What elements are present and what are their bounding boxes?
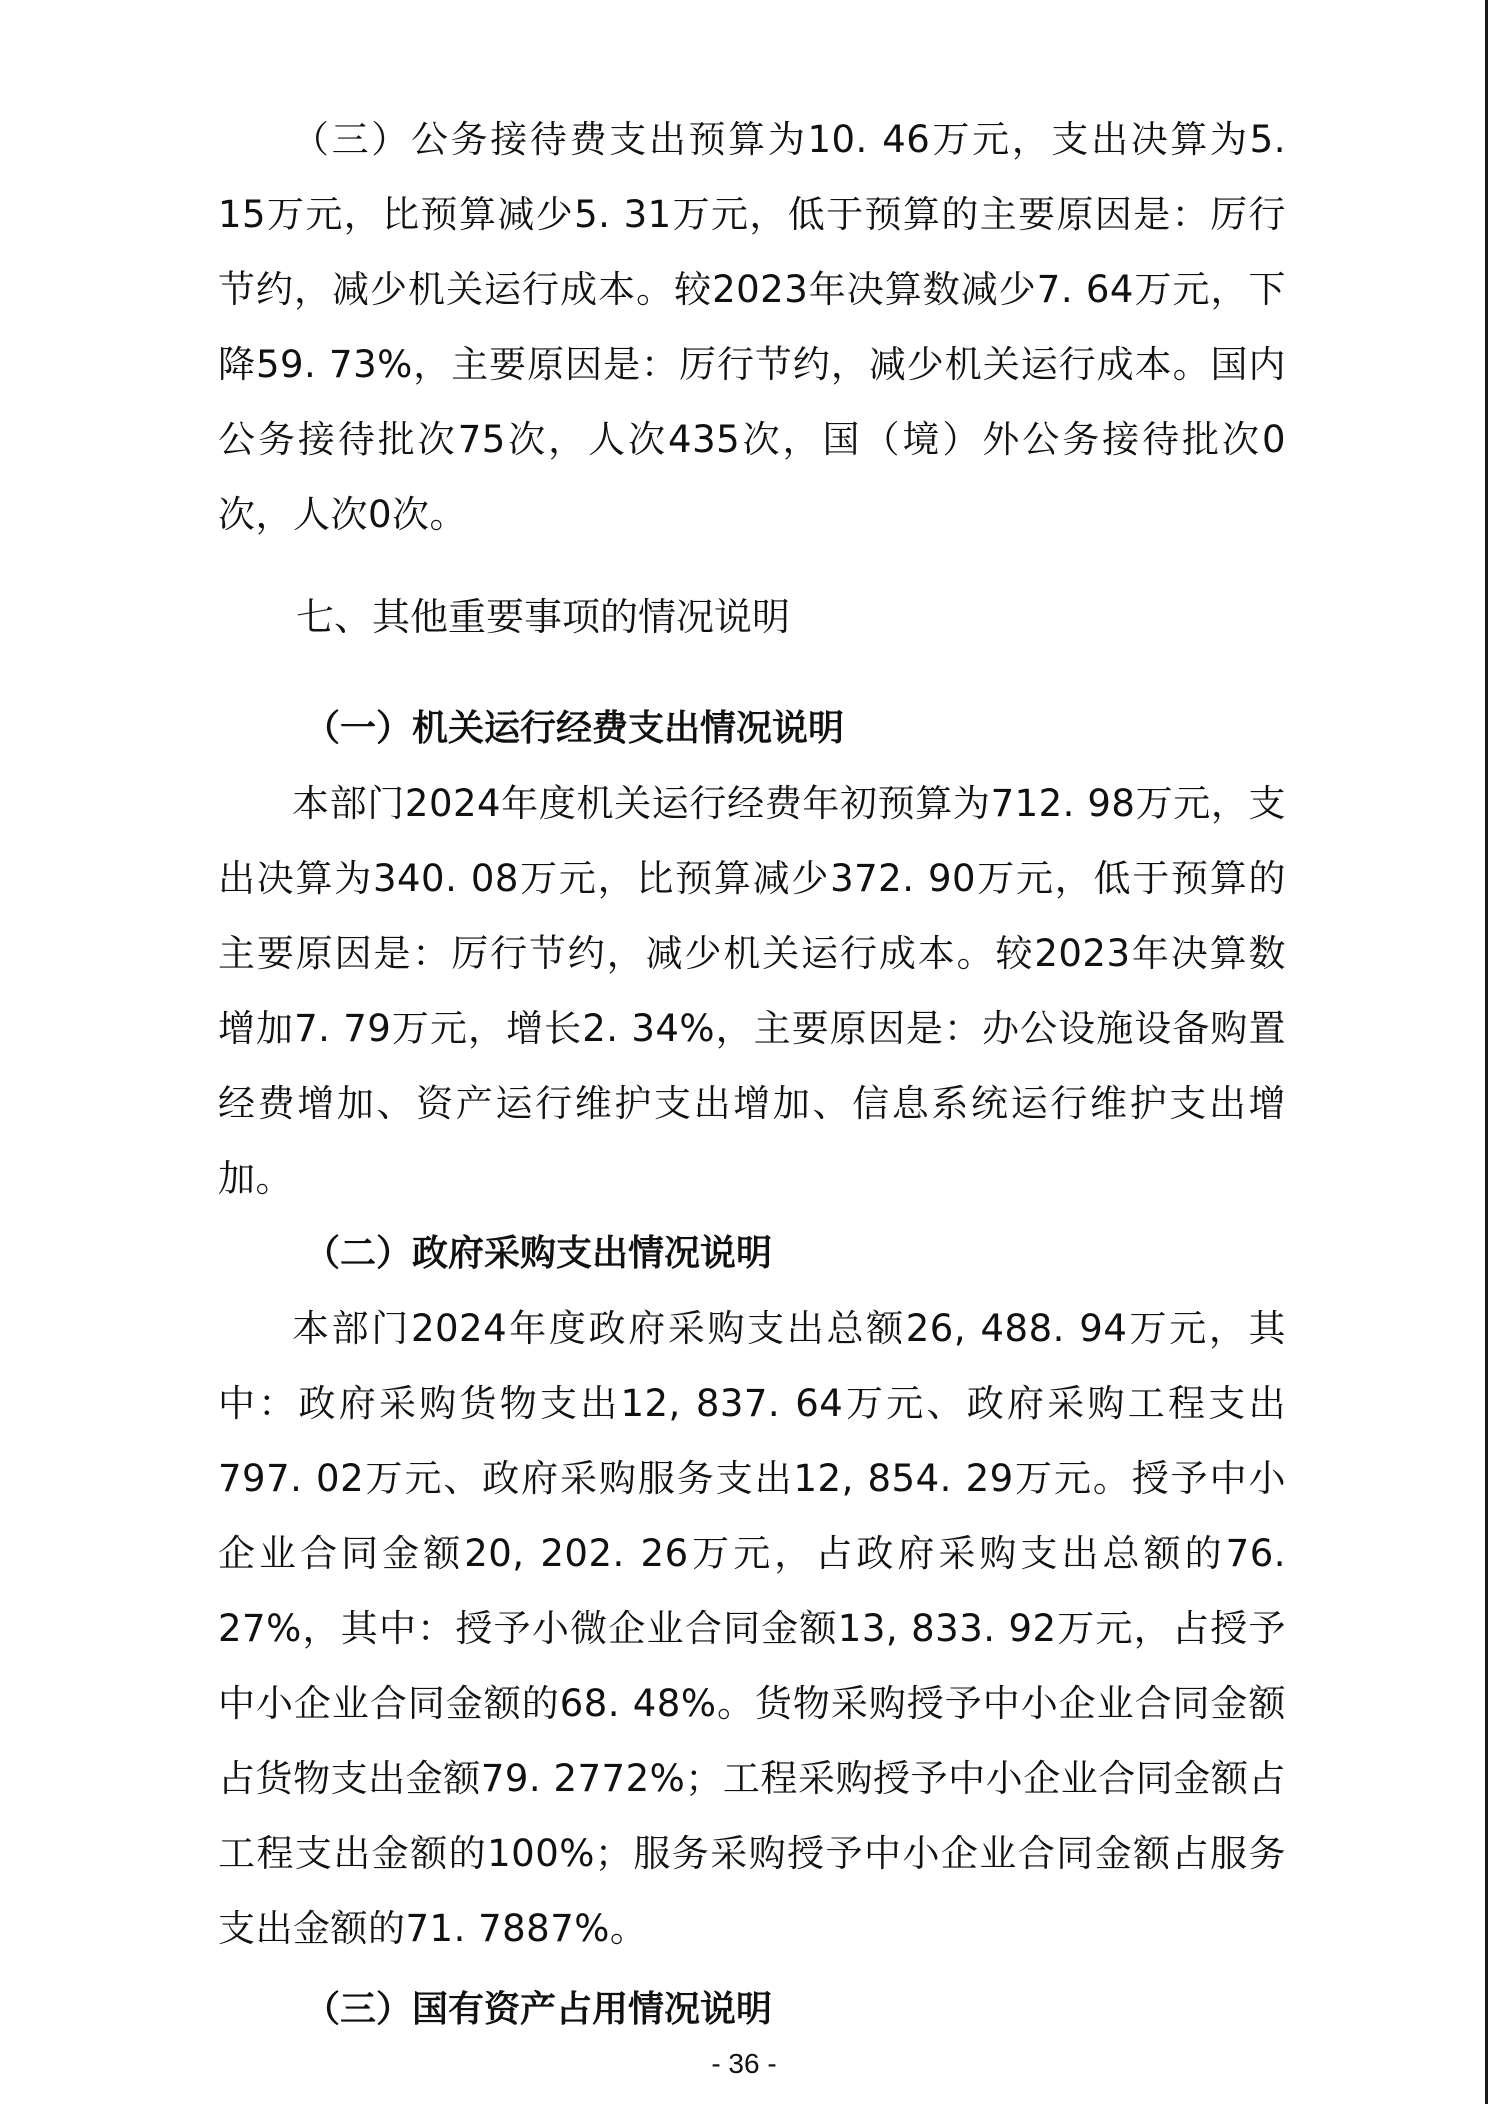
subsection-1-title: （一）机关运行经费支出情况说明	[304, 708, 845, 749]
reception-expense-paragraph: （三）公务接待费支出预算为10. 46万元，支出决算为5. 15万元，比预算减少5. 31万元，低于预算的主要原因是：厉行节约，减少机关运行成本。较2023年决算数减少7. 64万元，下降59. 73%，主要原因是：厉行节约，减少机关运行成本。国内公务接待批次75次，人次435次，国（境）外公务接待批次0次，人次0次。	[218, 118, 1286, 536]
subsection-3-title: （三）国有资产占用情况说明	[304, 1989, 773, 2030]
page-number: - 36 -	[711, 2048, 777, 2079]
subsection-2-body: 本部门2024年度政府采购支出总额26, 488. 94万元，其中：政府采购货物支出12, 837. 64万元、政府采购工程支出797. 02万元、政府采购服务支出12, 854. 29万元。授予中小企业合同金额20, 202. 26万元，占政府采购支出总额的76. 27%，其中：授予小微企业合同金额13, 833. 92万元，占授予中小企业合同金额的68. 48%。货物采购授予中小企业合同金额占货物支出金额79. 2772%；工程采购授予中小企业合同金额占工程支出金额的100%；服务采购授予中小企业合同金额占服务支出金额的71. 7887%。	[218, 1307, 1286, 1950]
subsection-1-body: 本部门2024年度机关运行经费年初预算为712. 98万元，支出决算为340. 08万元，比预算减少372. 90万元，低于预算的主要原因是：厉行节约，减少机关运行成本。较2023年决算数增加7. 79万元，增长2. 34%，主要原因是：办公设施设备购置经费增加、资产运行维护支出增加、信息系统运行维护支出增加。	[218, 782, 1286, 1200]
document-body	[218, 102, 1286, 2047]
subsection-2-title: （二）政府采购支出情况说明	[304, 1233, 773, 1274]
section-title: 七、其他重要事项的情况说明	[296, 595, 791, 639]
